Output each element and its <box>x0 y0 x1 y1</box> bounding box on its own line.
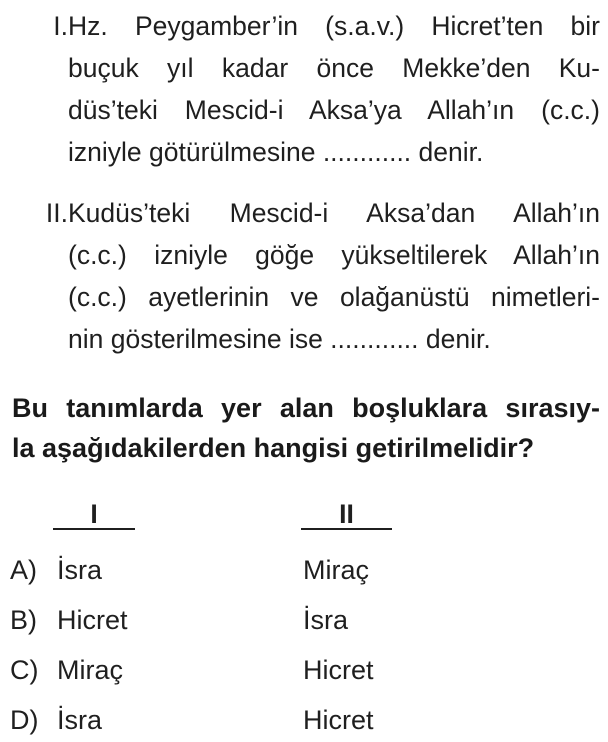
statement-1-line-3: düs’teki Mescid-i Aksa’ya Allah’ın (c.c.) <box>68 95 600 125</box>
statement-1-line-1: Hz. Peygamber’in (s.a.v.) Hicret’ten bir <box>68 11 600 41</box>
statement-1-number: I. <box>53 11 68 41</box>
option-c-col1: Miraç <box>57 655 123 685</box>
option-c[interactable] <box>0 650 608 690</box>
statement-2-line-1: Kudüs’teki Mescid-i Aksa’dan Allah’ın <box>68 198 600 228</box>
option-b[interactable] <box>0 600 608 640</box>
option-a-col1: İsra <box>57 555 103 585</box>
option-d[interactable] <box>0 700 608 740</box>
statement-2-text <box>68 192 600 360</box>
statement-1-line-2: buçuk yıl kadar önce Mekke’den Ku- <box>68 53 600 83</box>
statement-2-number: II. <box>45 198 68 228</box>
option-c-col2: Hicret <box>303 655 374 685</box>
option-a-col2: Miraç <box>303 555 369 585</box>
statement-2-line-3: (c.c.) ayetlerinin ve olağanüstü nimetleri- <box>68 282 600 312</box>
question-line-2: la aşağıdakilerden hangisi getirilmelidir? <box>12 433 535 463</box>
column-header-2: II <box>301 500 392 530</box>
option-d-col2: Hicret <box>303 705 374 735</box>
option-b-col1: Hicret <box>57 605 128 635</box>
statement-1-text <box>68 5 600 173</box>
option-b-letter: B) <box>10 605 37 635</box>
statement-1-line-4: izniyle götürülmesine ............ denir. <box>68 137 484 167</box>
statement-2-line-4: nin gösterilmesine ise ............ denir. <box>68 324 491 354</box>
statement-2 <box>12 192 600 360</box>
option-c-letter: C) <box>10 655 39 685</box>
statement-2-line-2: (c.c.) izniyle göğe yükseltilerek Allah’ın <box>68 240 600 270</box>
question-text <box>12 388 600 468</box>
option-a[interactable] <box>0 550 608 590</box>
option-d-col1: İsra <box>57 705 103 735</box>
option-a-letter: A) <box>10 555 37 585</box>
option-d-letter: D) <box>10 705 39 735</box>
statement-1 <box>12 5 600 173</box>
question-line-1: Bu tanımlarda yer alan boşluklara sırasıy- <box>12 393 600 423</box>
option-b-col2: İsra <box>303 605 349 635</box>
column-header-1: I <box>53 500 135 530</box>
